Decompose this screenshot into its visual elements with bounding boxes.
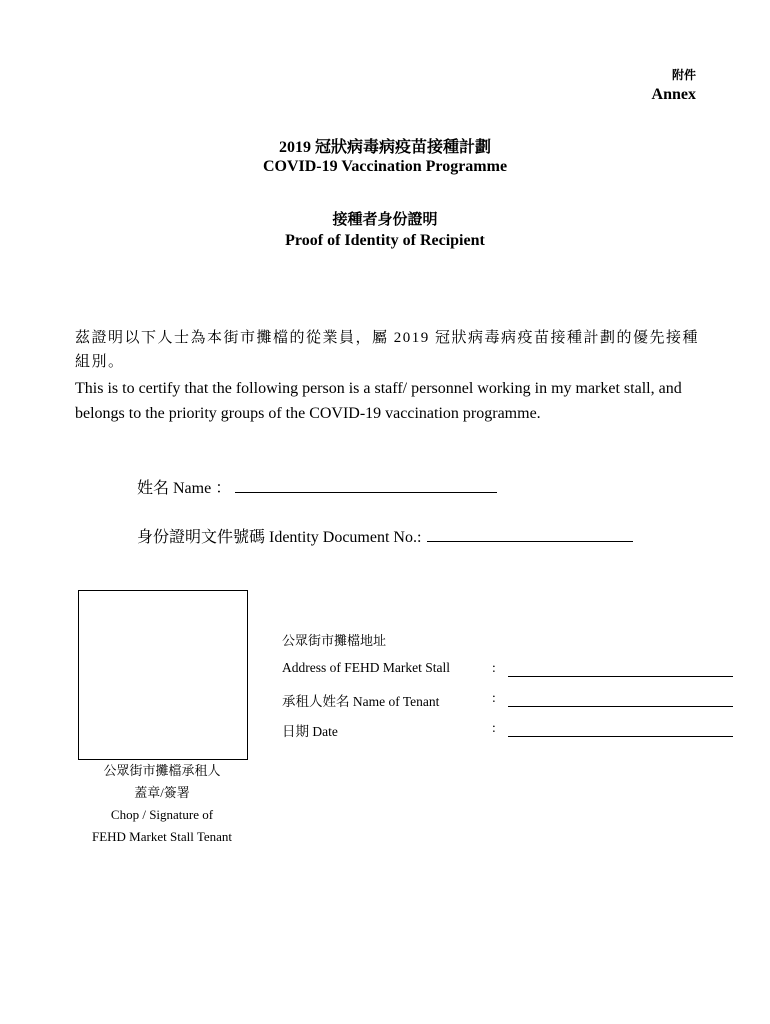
chop-caption xyxy=(62,760,262,848)
chop-caption-line: 蓋章/簽署 xyxy=(134,785,190,800)
chop-caption-line: 公眾街市攤檔承租人 xyxy=(103,763,221,778)
chop-caption-line: Chop / Signature of xyxy=(110,807,214,822)
date-blank-line[interactable] xyxy=(508,736,733,737)
proof-title-en: Proof of Identity of Recipient xyxy=(285,232,485,249)
date-label: 日期 Date xyxy=(282,724,338,739)
stall-address-row xyxy=(282,660,742,680)
colon: : xyxy=(492,690,496,705)
id-document-blank-line[interactable] xyxy=(427,526,633,542)
annex-label-en: Annex xyxy=(651,86,696,103)
statement-en: This is to certify that the following person is a staff/ personnel working in my market stall, and belongs to the priority groups of the COVID-19 vaccination programme. xyxy=(75,380,682,422)
stall-address-blank-line[interactable] xyxy=(508,676,733,677)
annex-label-zh: 附件 xyxy=(671,68,696,82)
stall-address-heading-zh: 公眾街市攤檔地址 xyxy=(282,633,387,648)
proof-title-zh: 接種者身份證明 xyxy=(332,212,438,228)
name-label: 姓名 Name ： xyxy=(137,480,232,497)
chop-caption-line: FEHD Market Stall Tenant xyxy=(91,829,233,844)
tenant-name-blank-line[interactable] xyxy=(508,706,733,707)
stall-address-label: Address of FEHD Market Stall xyxy=(282,660,450,675)
statement-zh: 茲證明以下人士為本街市攤檔的從業員，屬 2019 冠狀病毒病疫苗接種計劃的優先接種組別。 xyxy=(75,330,700,370)
colon: : xyxy=(492,720,496,735)
programme-title-zh: 2019 冠狀病毒病疫苗接種計劃 xyxy=(278,139,491,156)
tenant-name-label: 承租人姓名 Name of Tenant xyxy=(282,694,440,709)
colon: : xyxy=(492,660,496,675)
name-field xyxy=(137,475,497,498)
date-row xyxy=(282,720,742,740)
chop-signature-box[interactable] xyxy=(78,590,248,760)
name-blank-line[interactable] xyxy=(235,477,497,493)
tenant-name-row xyxy=(282,690,742,710)
id-document-field xyxy=(137,524,633,547)
id-document-label: 身份證明文件號碼 Identity Document No.: xyxy=(137,529,422,546)
programme-title-en: COVID-19 Vaccination Programme xyxy=(262,158,508,175)
